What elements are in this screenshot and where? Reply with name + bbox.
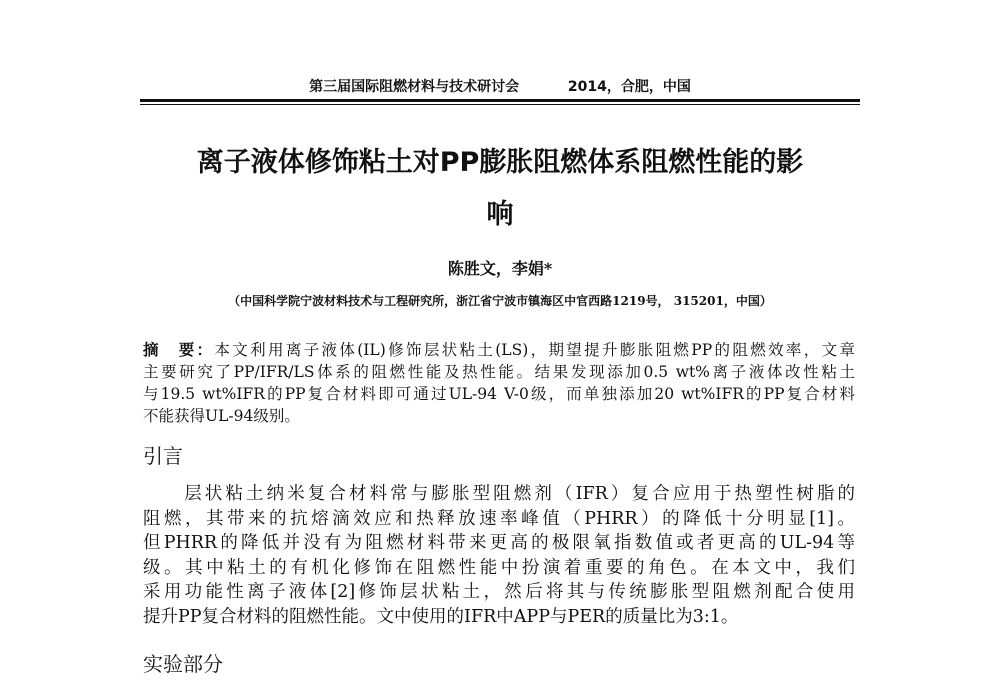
body-line: 阻燃，其带来的抗熔滴效应和热释放速率峰值（PHRR）的降低十分明显[1]。 <box>143 509 855 529</box>
abstract-line: 摘 要：本文利用离子液体(IL)修饰层状粘土(LS)，期望提升膨胀阻燃PP的阻燃效率，文章 <box>143 341 855 359</box>
conference-name: 第三届国际阻燃材料与技术研讨会 <box>309 79 520 95</box>
body-line: 采用功能性离子液体[2]修饰层状粘土，然后将其与传统膨胀型阻燃剂配合使用 <box>143 582 855 602</box>
abstract-label: 摘 要： <box>143 341 215 359</box>
body-line: 级。其中粘土的有机化修饰在阻燃性能中扮演着重要的角色。在本文中，我们 <box>143 558 855 578</box>
body-line: 提升PP复合材料的阻燃性能。文中使用的IFR中APP与PER的质量比为3:1。 <box>143 607 739 627</box>
affiliation: （中国科学院宁波材料技术与工程研究所，浙江省宁波市镇海区中官西路1219号， 315201，中国） <box>228 294 772 308</box>
body-line: 但PHRR的降低并没有为阻燃材料带来更高的极限氧指数值或者更高的UL-94等 <box>143 533 855 553</box>
abstract-line: 主要研究了PP/IFR/LS体系的阻燃性能及热性能。结果发现添加0.5 wt%离子液体改性粘土 <box>143 363 855 381</box>
abstract-line: 与19.5 wt%IFR的PP复合材料即可通过UL-94 V-0级，而单独添加20 wt%IFR的PP复合材料 <box>143 385 855 403</box>
paper-title-line-1: 离子液体修饰粘土对PP膨胀阻燃体系阻燃性能的影 <box>196 147 804 178</box>
authors: 陈胜文，李娟* <box>447 259 553 278</box>
paper-title-line-2: 响 <box>486 199 514 230</box>
header-rule-thin <box>140 104 860 105</box>
running-header <box>140 76 860 98</box>
abstract-line: 不能获得UL-94级别。 <box>143 407 300 425</box>
body-line: 层状粘土纳米复合材料常与膨胀型阻燃剂（IFR）复合应用于热塑性树脂的 <box>143 484 855 504</box>
section-heading-intro: 引言 <box>143 444 183 468</box>
conference-date-place: 2014，合肥，中国 <box>567 79 691 95</box>
header-rule-thick <box>140 99 860 102</box>
section-heading-experimental: 实验部分 <box>143 652 223 676</box>
